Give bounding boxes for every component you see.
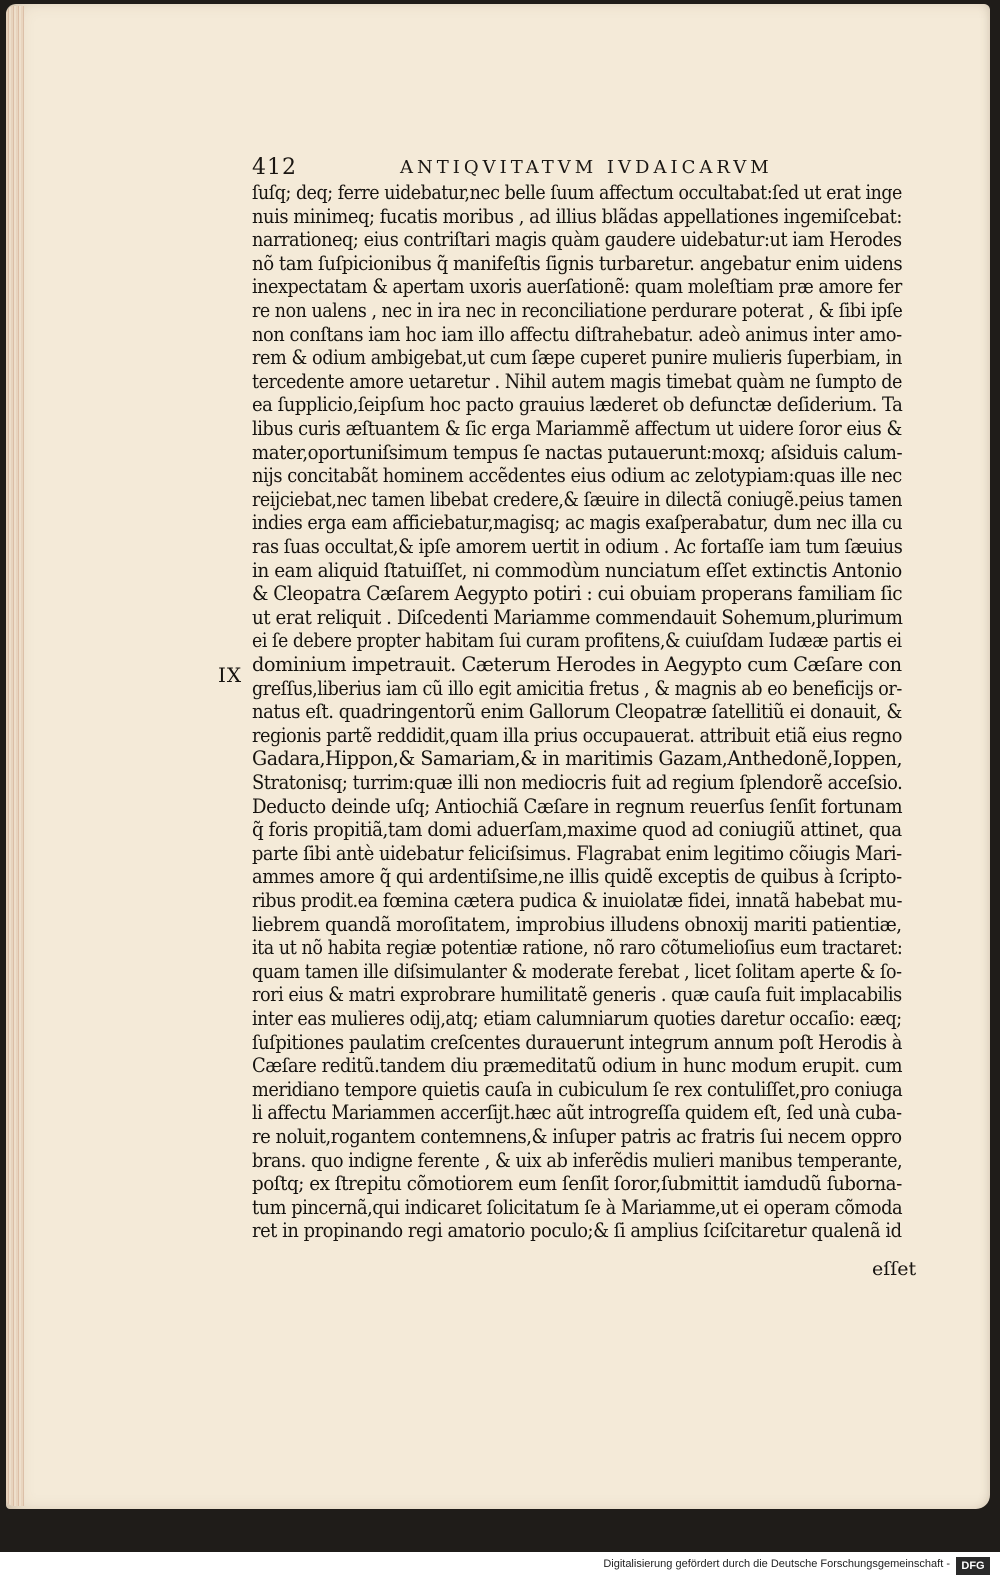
text-line: in eam aliquid ſtatuiſſet, ni commodùm nunciatum eſſet extinctis Antonio	[252, 558, 902, 582]
text-line: meridiano tempore quietis cauſa in cubiculum ſe rex contuliſſet,pro coniuga	[252, 1077, 903, 1101]
text-line: nõ tam ſuſpicionibus q̃ manifeſtis ſignis turbaretur. angebatur enim uidens	[252, 251, 903, 275]
text-line: ſuſpitiones paulatim creſcentes durauerunt integrum annum poſt Herodis à	[252, 1030, 902, 1054]
margin-chapter-marker: IX	[218, 663, 243, 687]
text-line: Gadara,Hippon,& Samariam,& in maritimis Gazam,Anthedonẽ,Ioppen,	[252, 747, 903, 771]
text-line: Deducto deinde uſq; Antiochiã Cæſare in regnum reuerſus ſenſit fortunam	[252, 794, 903, 818]
text-line: liebrem quandã moroſitatem, improbius illudens obnoxij mariti patientiæ,	[252, 912, 902, 936]
text-line: rori eius & matri exprobrare humilitatẽ generis . quæ cauſa fuit implacabilis	[252, 983, 902, 1007]
text-line: ammes amore q̃ qui ardentiſsime,ne illis quidẽ exceptis de quibus à ſcripto-	[252, 865, 902, 889]
text-line: nijs concitabãt hominem accẽdentes eius odium ac zelotypiam:quas ille nec	[252, 464, 902, 488]
text-line: ut erat reliquit . Diſcedenti Mariamme commendauit Sohemum,plurimum	[252, 605, 903, 629]
text-line: li affectu Mariammen accerſijt.hæc aũt introgreſſa quidem eſt, ſed unà cuba-	[252, 1101, 902, 1125]
catchword: eſſet	[872, 1258, 917, 1280]
running-head: ANTIQVITATVM IVDAICARVM	[400, 157, 773, 178]
text-line: Stratonisq; turrim:quæ illi non mediocris fuit ad regium ſplendorẽ acceſsio.	[252, 771, 903, 794]
text-line: q̃ foris propitiã,tam domi aduerſam,maxime quod ad coniugiũ attinet, qua	[252, 818, 902, 842]
text-line: nuis minimeq; fucatis moribus , ad illius blãdas appellationes ingemiſcebat:	[252, 204, 902, 228]
text-line: tercedente amore uetaretur . Nihil autem magis timebat quàm ne ſumpto de	[252, 369, 902, 393]
page-header	[252, 155, 902, 183]
text-line: ei ſe debere propter habitam ſui curam profitens,& cuiuſdam Iudææ partis ei	[252, 629, 902, 653]
text-line: ea ſupplicio,ſeipſum hoc pacto grauius læderet ob defunctæ deſiderium. Ta	[252, 393, 903, 417]
text-line: rem & odium ambigebat,ut cum ſæpe cuperet punire mulieris ſuperbiam, in	[252, 346, 902, 370]
text-line: ribus prodit.ea fœmina cætera pudica & inuiolatæ fidei, innatã habebat mu-	[252, 889, 902, 912]
text-line: tum pincernã,qui indicaret ſolicitatum ſe à Mariamme,ut ei operam cõmoda	[252, 1195, 903, 1219]
text-line: mater,oportuniſsimum tempus ſe nactas putauerunt:moxq; aſsiduis calum-	[252, 440, 903, 464]
text-line: natus eſt. quadringentorũ enim Gallorum Cleopatræ ſatellitiũ ei donauit, &	[252, 700, 902, 724]
page-number: 412	[252, 155, 297, 180]
text-line: inexpectatam & apertam uxoris auerſationẽ: quam moleſtiam præ amore fer	[252, 275, 902, 299]
text-line: inter eas mulieres odij,atq; etiam calumniarum quoties daretur occaſio: eæq;	[252, 1007, 902, 1030]
text-line: regionis partẽ reddidit,quam illa prius occupauerat. attribuit etiã eius regno	[252, 723, 902, 747]
text-line: indies erga eam afficiebatur,magisq; ac magis exaſperabatur, dum nec illa cu	[252, 511, 903, 535]
footer-bar	[0, 1552, 1000, 1582]
text-line: poſtq; ex ſtrepitu cõmotiorem eum ſenſit ſoror,ſubmittit iamdudũ ſuborna-	[252, 1172, 902, 1196]
text-line: ret in propinando regi amatorio poculo;& ſi amplius ſciſcitaretur qualenã id	[252, 1219, 902, 1243]
text-line: brans. quo indigne ferente , & uix ab inferẽdis mulieri manibus temperante,	[252, 1148, 903, 1172]
text-line: parte ſibi antè uidebatur feliciſsimus. Flagrabat enim legitimo cõiugis Mari-	[252, 841, 902, 865]
text-line: re noluit,rogantem contemnens,& inſuper patris ac fratris ſui necem oppro	[252, 1125, 902, 1148]
text-line: greſſus,liberius iam cũ illo egit amicitia fretus , & magnis ab eo beneficijs or-	[252, 676, 902, 700]
footer-credit: Digitalisierung gefördert durch die Deutsche Forschungsgemeinschaft -	[603, 1558, 950, 1570]
text-line: ſuſq; deq; ferre uidebatur,nec belle ſuum affectum occultabat:ſed ut erat inge	[252, 181, 902, 204]
dfg-logo-icon: DFG	[956, 1557, 990, 1575]
text-line: re non ualens , nec in ira nec in reconciliatione perdurare poterat , & ſibi ipſe	[252, 299, 903, 322]
text-line: narrationeq; eius contriſtari magis quàm gaudere uidebatur:ut iam Herodes	[252, 228, 902, 252]
text-line: reijciebat,nec tamen libebat credere,& ſæuire in dilectã coniugẽ.peius tamen	[252, 487, 903, 511]
text-line: libus curis æſtuantem & ſic erga Mariammẽ affectum ut uidere ſoror eius &	[252, 417, 902, 440]
text-line: quam tamen ille diſsimulanter & moderate ferebat , licet ſolitam aperte & ſo-	[252, 959, 902, 983]
text-line: ita ut nõ habita regiæ potentiæ ratione, nõ raro cõtumelioſius eum tractaret:	[252, 936, 903, 960]
page-edge-stack	[6, 6, 24, 1506]
text-line: ras ſuas occultat,& ipſe amorem uertit in odium . Ac fortaſſe iam tum ſæuius	[252, 535, 903, 558]
text-line: & Cleopatra Cæſarem Aegypto potiri : cui obuiam properans familiam ſic	[252, 582, 903, 606]
text-line: non conſtans iam hoc iam illo affectu diſtrahebatur. adeò animus inter amo-	[252, 322, 902, 346]
text-line: dominium impetrauit. Cæterum Herodes in Aegypto cum Cæſare con	[252, 653, 902, 676]
text-line: Cæſare reditũ.tandem diu præmeditatũ odium in hunc modum erupit. cum	[252, 1054, 903, 1078]
